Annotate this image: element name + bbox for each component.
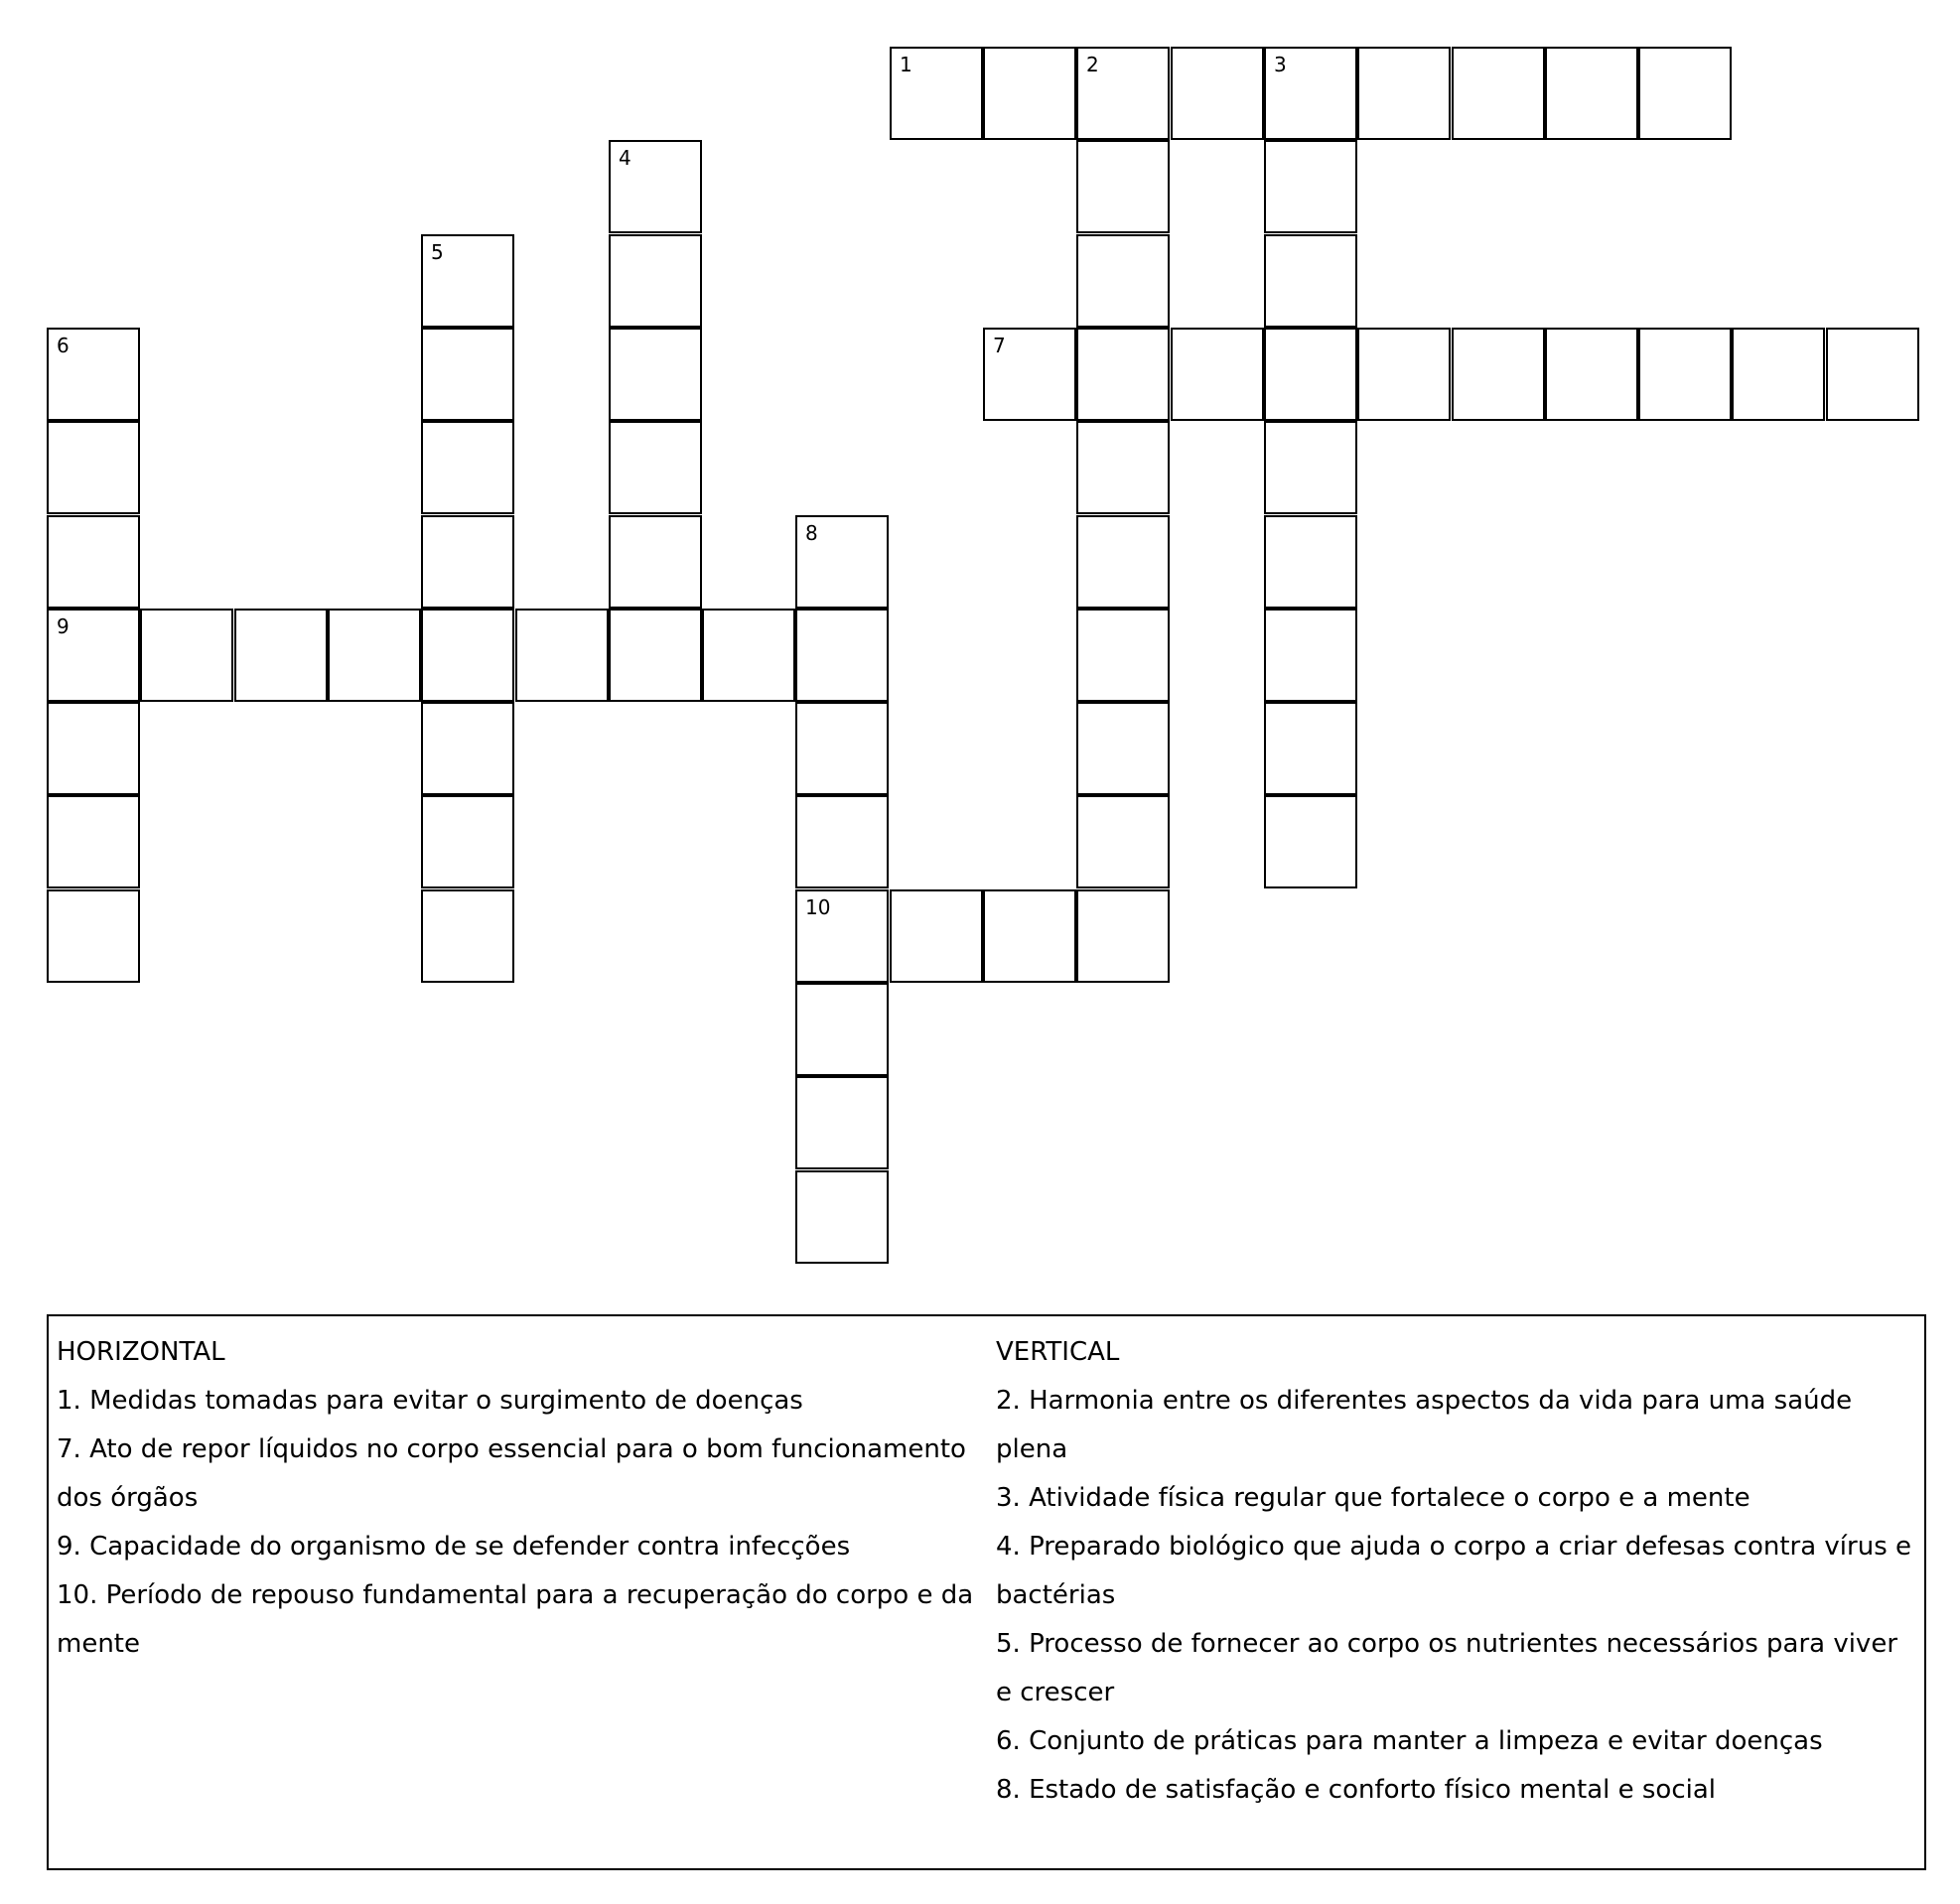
grid-cell[interactable] bbox=[1076, 421, 1170, 514]
grid-cell[interactable] bbox=[1264, 795, 1357, 888]
clue-6-down: 6. Conjunto de práticas para manter a limpeza e evitar doenças bbox=[996, 1726, 1823, 1756]
clues-box bbox=[47, 1314, 1926, 1870]
grid-cell[interactable] bbox=[1264, 234, 1357, 328]
clue-number: 4 bbox=[619, 146, 631, 170]
horizontal-heading: HORIZONTAL bbox=[57, 1337, 225, 1367]
grid-cell[interactable] bbox=[421, 702, 514, 795]
grid-cell[interactable] bbox=[47, 421, 140, 514]
grid-cell[interactable] bbox=[47, 328, 140, 421]
horizontal-clues bbox=[57, 1328, 990, 1669]
grid-cell[interactable] bbox=[1357, 328, 1451, 421]
grid-cell[interactable] bbox=[421, 328, 514, 421]
grid-cell[interactable] bbox=[702, 609, 795, 702]
clue-number: 8 bbox=[805, 521, 818, 545]
grid-cell[interactable] bbox=[1545, 47, 1638, 140]
grid-cell[interactable] bbox=[609, 515, 702, 609]
grid-cell[interactable] bbox=[1452, 328, 1545, 421]
grid-cell[interactable] bbox=[1076, 328, 1170, 421]
grid-cell[interactable] bbox=[47, 795, 140, 888]
grid-cell[interactable] bbox=[1264, 421, 1357, 514]
grid-cell[interactable] bbox=[1076, 702, 1170, 795]
grid-cell[interactable] bbox=[795, 609, 889, 702]
grid-cell[interactable] bbox=[1171, 47, 1264, 140]
grid-cell[interactable] bbox=[47, 889, 140, 983]
clue-10-across: 10. Período de repouso fundamental para a recuperação do corpo e da mente bbox=[57, 1580, 974, 1659]
clue-number: 5 bbox=[431, 240, 444, 264]
clue-number: 7 bbox=[993, 334, 1006, 357]
clue-number: 2 bbox=[1086, 53, 1099, 76]
grid-cell[interactable] bbox=[421, 889, 514, 983]
grid-cell[interactable] bbox=[1545, 328, 1638, 421]
grid-cell[interactable] bbox=[1264, 515, 1357, 609]
grid-cell[interactable] bbox=[1452, 47, 1545, 140]
clue-9-across: 9. Capacidade do organismo de se defender contra infecções bbox=[57, 1532, 851, 1562]
grid-cell[interactable] bbox=[47, 609, 140, 702]
grid-cell[interactable] bbox=[421, 234, 514, 328]
grid-cell[interactable] bbox=[1826, 328, 1919, 421]
grid-cell[interactable] bbox=[609, 609, 702, 702]
clue-7-across: 7. Ato de repor líquidos no corpo essencial para o bom funcionamento dos órgãos bbox=[57, 1434, 966, 1513]
grid-cell[interactable] bbox=[421, 609, 514, 702]
grid-cell[interactable] bbox=[795, 515, 889, 609]
grid-cell[interactable] bbox=[609, 421, 702, 514]
grid-cell[interactable] bbox=[421, 515, 514, 609]
grid-cell[interactable] bbox=[47, 702, 140, 795]
grid-cell[interactable] bbox=[795, 889, 889, 983]
grid-cell[interactable] bbox=[1076, 234, 1170, 328]
vertical-heading: VERTICAL bbox=[996, 1337, 1120, 1367]
grid-cell[interactable] bbox=[47, 515, 140, 609]
grid-cell[interactable] bbox=[983, 889, 1076, 983]
grid-cell[interactable] bbox=[421, 421, 514, 514]
grid-cell[interactable] bbox=[1076, 609, 1170, 702]
clue-2-down: 2. Harmonia entre os diferentes aspectos da vida para uma saúde plena bbox=[996, 1386, 1853, 1464]
grid-cell[interactable] bbox=[140, 609, 233, 702]
grid-cell[interactable] bbox=[1171, 328, 1264, 421]
grid-cell[interactable] bbox=[1638, 328, 1732, 421]
clue-3-down: 3. Atividade física regular que fortalece o corpo e a mente bbox=[996, 1483, 1750, 1513]
grid-cell[interactable] bbox=[421, 795, 514, 888]
grid-cell[interactable] bbox=[1264, 328, 1357, 421]
grid-cell[interactable] bbox=[795, 1170, 889, 1264]
grid-cell[interactable] bbox=[234, 609, 328, 702]
clue-number: 10 bbox=[805, 895, 831, 919]
clue-number: 6 bbox=[57, 334, 70, 357]
grid-cell[interactable] bbox=[1264, 702, 1357, 795]
grid-cell[interactable] bbox=[795, 795, 889, 888]
grid-cell[interactable] bbox=[1638, 47, 1732, 140]
grid-cell[interactable] bbox=[983, 47, 1076, 140]
clue-5-down: 5. Processo de fornecer ao corpo os nutrientes necessários para viver e crescer bbox=[996, 1629, 1898, 1707]
grid-cell[interactable] bbox=[1264, 47, 1357, 140]
grid-cell[interactable] bbox=[983, 328, 1076, 421]
grid-cell[interactable] bbox=[890, 47, 983, 140]
clue-number: 3 bbox=[1274, 53, 1287, 76]
grid-cell[interactable] bbox=[515, 609, 609, 702]
grid-cell[interactable] bbox=[1264, 140, 1357, 233]
grid-cell[interactable] bbox=[795, 1076, 889, 1169]
grid-cell[interactable] bbox=[609, 234, 702, 328]
clue-8-down: 8. Estado de satisfação e conforto físico mental e social bbox=[996, 1775, 1717, 1805]
clue-number: 9 bbox=[57, 614, 70, 638]
grid-cell[interactable] bbox=[609, 328, 702, 421]
grid-cell[interactable] bbox=[609, 140, 702, 233]
grid-cell[interactable] bbox=[1076, 47, 1170, 140]
grid-cell[interactable] bbox=[890, 889, 983, 983]
clue-4-down: 4. Preparado biológico que ajuda o corpo a criar defesas contra vírus e bactérias bbox=[996, 1532, 1911, 1610]
grid-cell[interactable] bbox=[795, 983, 889, 1076]
clue-1-across: 1. Medidas tomadas para evitar o surgimento de doenças bbox=[57, 1386, 803, 1416]
grid-cell[interactable] bbox=[1732, 328, 1825, 421]
grid-cell[interactable] bbox=[1076, 889, 1170, 983]
vertical-clues bbox=[996, 1328, 1919, 1815]
grid-cell[interactable] bbox=[1357, 47, 1451, 140]
clue-number: 1 bbox=[900, 53, 912, 76]
grid-cell[interactable] bbox=[1076, 515, 1170, 609]
grid-cell[interactable] bbox=[1076, 795, 1170, 888]
grid-cell[interactable] bbox=[1264, 609, 1357, 702]
grid-cell[interactable] bbox=[1076, 140, 1170, 233]
grid-cell[interactable] bbox=[328, 609, 421, 702]
grid-cell[interactable] bbox=[795, 702, 889, 795]
